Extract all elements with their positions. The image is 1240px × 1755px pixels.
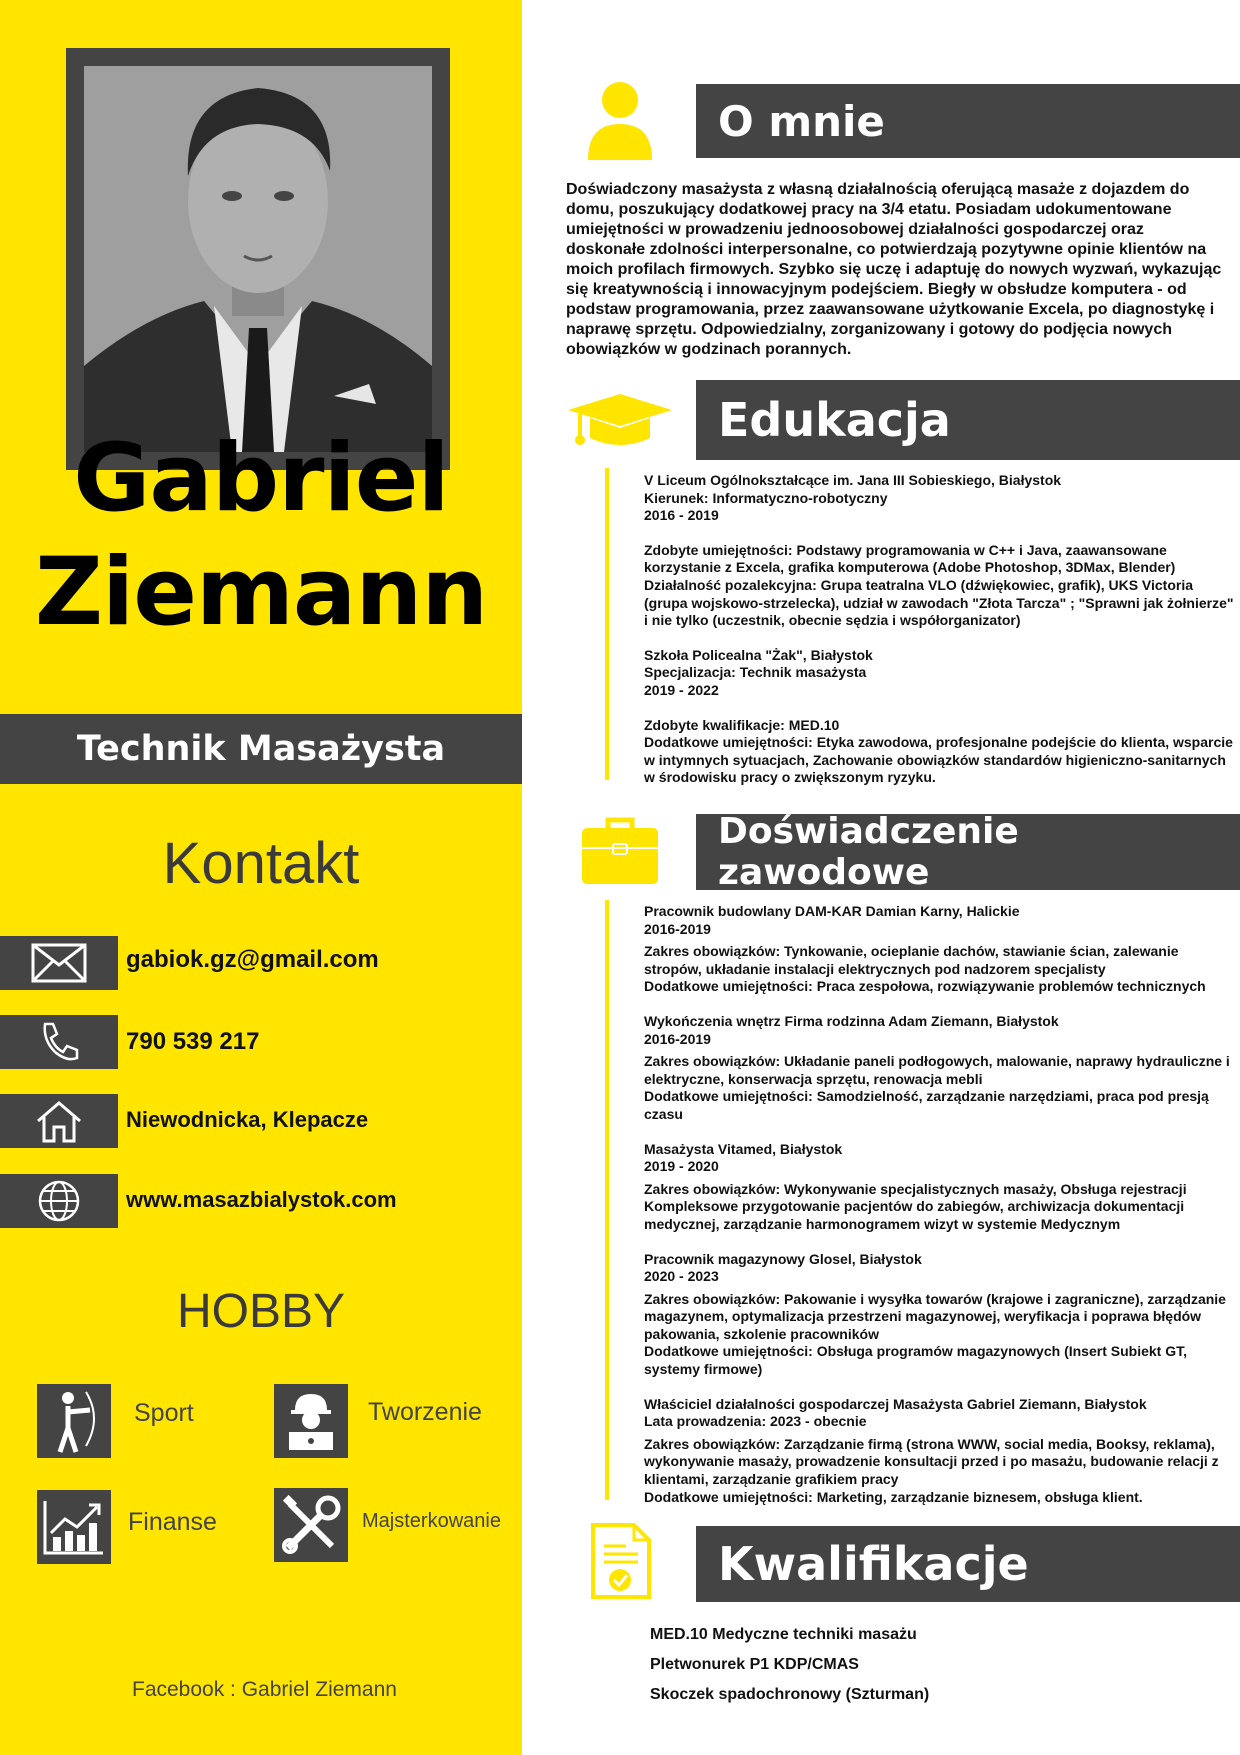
contact-title: Kontakt <box>162 831 360 896</box>
experience-block <box>644 903 1234 1506</box>
job2-years: 2016-2019 <box>644 1030 711 1047</box>
job4-duties: Zakres obowiązków: Pakowanie i wysyłka towarów (krajowe i zagraniczne), zarządzanie magazynem, optymalizacja przestrzeni magazynowej, weryfikacja i poprawa błędów pakowania, szkolenie pracowników <box>644 1290 1226 1342</box>
hobby-sport: Sport <box>134 1399 194 1427</box>
job3-title: Masażysta Vitamed, Białystok <box>644 1140 843 1157</box>
graduation-cap-icon <box>566 392 674 452</box>
job5-duties: Zakres obowiązków: Zarządzanie firmą (strona WWW, social media, Booksy, reklama), wykonywanie masaży, prowadzenie konsultacji przed i po masażu, budowanie relacji z klientami, zarządzanie grafikiem pracy <box>644 1435 1219 1488</box>
education-block <box>644 472 1234 787</box>
hobby-majsterkowanie: Majsterkowanie <box>362 1510 501 1532</box>
school2-name: Szkoła Policealna "Żak", Białystok <box>644 646 873 663</box>
school1-extra: Działalność pozalekcyjna: Grupa teatralna VLO (dźwiękowiec, grafik), UKS Victoria (grupa wojskowo-strzelecka), udział w zawodach "Złota Tarcza" ; "Sprawni jak żołnierze" i nie tylko (uczestnik, obecnie sędzia i współorganizator) <box>644 576 1234 629</box>
job1-title: Pracownik budowlany DAM-KAR Damian Karny, Halickie <box>644 903 1020 919</box>
hobby-finanse: Finanse <box>128 1508 217 1536</box>
qualifications-heading: Kwalifikacje <box>696 1526 1240 1602</box>
address-icon-box <box>0 1094 118 1148</box>
job3-duties: Zakres obowiązków: Wykonywanie specjalistycznych masaży, Obsługa rejestracji Kompleksowe przygotowanie pacjentów do zabiegów, archiwizacja dokumentacji medycznej, zarządzanie harmonogramem wizyt w systemie Medycznym <box>644 1180 1187 1232</box>
school1-major: Kierunek: Informatyczno-robotyczny <box>644 489 888 506</box>
job2-duties: Zakres obowiązków: Układanie paneli podłogowych, malowanie, naprawy hydrauliczne i elektryczne, konserwacja sprzętu, renowacja mebli <box>644 1053 1230 1087</box>
first-name: Gabriel <box>73 424 449 533</box>
job4-title: Pracownik magazynowy Glosel, Białystok <box>644 1250 922 1267</box>
job5-title: Właściciel działalności gospodarczej Masażysta Gabriel Ziemann, Białystok <box>644 1395 1147 1412</box>
tools-icon <box>278 1492 344 1558</box>
person-icon <box>586 80 654 160</box>
job1-duties: Zakres obowiązków: Tynkowanie, ocieplanie dachów, stawianie ścian, zalewanie stropów, układanie instalacji elektrycznych pod nadzorem specjalisty <box>644 943 1179 977</box>
about-text: Doświadczony masażysta z własną działalnością oferującą masaże z dojazdem do domu, poszukujący dodatkowej pracy na 3/4 etatu. Posiadam udokumentowane umiejętności w prowadzeniu jednoosobowej działalności gospodarczej oraz doskonałe zdolności interpersonalne, co potwierdzają pozytywne opinie klientów na moich profilach firmowych. Szybko się uczę i adaptuję do nowych wyzwań, wykazując się kreatywnością i innowacyjnym podejściem. Biegły w obsłudze komputera - od podstaw programowania, przez zaawansowane użytkowanie Excela, po diagnostykę i naprawę sprzętu. Odpowiedzialny, zorganizowany i gotowy do podjęcia nowych obowiązków w godzinach porannych. <box>566 181 1222 358</box>
school1-years: 2016 - 2019 <box>644 507 719 524</box>
engineer-laptop-icon <box>281 1388 341 1454</box>
school2-skills: Dodatkowe umiejętności: Etyka zawodowa, profesjonalne podejście do klienta, wsparcie w intymnych sytuacjach, Zachowanie obowiązków standardów higieniczno-sanitarnych w środowisku pracy o zwiększonym ryzyku. <box>644 734 1233 786</box>
home-icon <box>34 1099 84 1143</box>
contact-website[interactable]: www.masazbialystok.com <box>126 1187 397 1212</box>
contact-email[interactable]: gabiok.gz@gmail.com <box>126 946 379 973</box>
chart-icon-box <box>37 1490 111 1564</box>
hobby-title: HOBBY <box>176 1285 346 1338</box>
phone-icon-box <box>0 1015 118 1069</box>
experience-timeline-line <box>605 900 609 1500</box>
globe-icon <box>37 1179 81 1223</box>
about-heading: O mnie <box>696 84 1240 158</box>
experience-heading: Doświadczenie zawodowe <box>696 814 1240 890</box>
job2-skills: Dodatkowe umiejętności: Samodzielność, zarządzanie narzędziami, praca pod presją czasu <box>644 1088 1209 1122</box>
job1-skills: Dodatkowe umiejętności: Praca zespołowa, rozwiązywanie problemów technicznych <box>644 978 1206 995</box>
job4-years: 2020 - 2023 <box>644 1268 719 1285</box>
archer-icon-box <box>37 1384 111 1458</box>
education-heading: Edukacja <box>696 380 1240 460</box>
email-icon-box <box>0 936 118 990</box>
tools-icon-box <box>274 1488 348 1562</box>
qualification-item: Skoczek spadochronowy (Szturman) <box>650 1686 930 1703</box>
school2-years: 2019 - 2022 <box>644 681 719 698</box>
job4-skills: Dodatkowe umiejętności: Obsługa programów magazynowych (Insert Subiekt GT, systemy firmowe) <box>644 1343 1187 1378</box>
school1-name: V Liceum Ogólnokształcące im. Jana III Sobieskiego, Białystok <box>644 472 1062 488</box>
qualification-item: Pletwonurek P1 KDP/CMAS <box>650 1656 859 1673</box>
school2-qual: Zdobyte kwalifikacje: MED.10 <box>644 716 840 733</box>
job5-years: Lata prowadzenia: 2023 - obecnie <box>644 1413 867 1430</box>
qualification-item: MED.10 Medyczne techniki masażu <box>650 1626 917 1643</box>
engineer-icon-box <box>274 1384 348 1458</box>
job5-skills: Dodatkowe umiejętności: Marketing, zarządzanie biznesem, obsługa klient. <box>644 1488 1143 1505</box>
envelope-icon <box>31 943 87 983</box>
profile-photo <box>84 66 432 452</box>
website-icon-box <box>0 1174 118 1228</box>
document-check-icon <box>590 1522 652 1600</box>
hobby-tworzenie: Tworzenie <box>368 1398 482 1426</box>
facebook-link[interactable]: Facebook : Gabriel Ziemann <box>132 1678 397 1701</box>
school2-major: Specjalizacja: Technik masażysta <box>644 664 867 681</box>
contact-phone[interactable]: 790 539 217 <box>126 1028 260 1055</box>
contact-address: Niewodnicka, Klepacze <box>126 1107 369 1132</box>
archer-icon <box>46 1388 102 1454</box>
role-title: Technik Masażysta <box>0 714 522 784</box>
briefcase-icon <box>580 816 660 886</box>
job3-years: 2019 - 2020 <box>644 1158 719 1175</box>
education-timeline-line <box>605 468 609 780</box>
school1-skills: Zdobyte umiejętności: Podstawy programowania w C++ i Java, zaawansowane korzystanie z Excela, grafika komputerowa (Adobe Photoshop, 3DMax, Blender) <box>644 541 1176 576</box>
phone-icon <box>37 1020 81 1064</box>
last-name: Ziemann <box>34 538 488 647</box>
job1-years: 2016-2019 <box>644 920 711 937</box>
chart-growth-icon <box>41 1497 107 1557</box>
job2-title: Wykończenia wnętrz Firma rodzinna Adam Ziemann, Białystok <box>644 1012 1059 1029</box>
